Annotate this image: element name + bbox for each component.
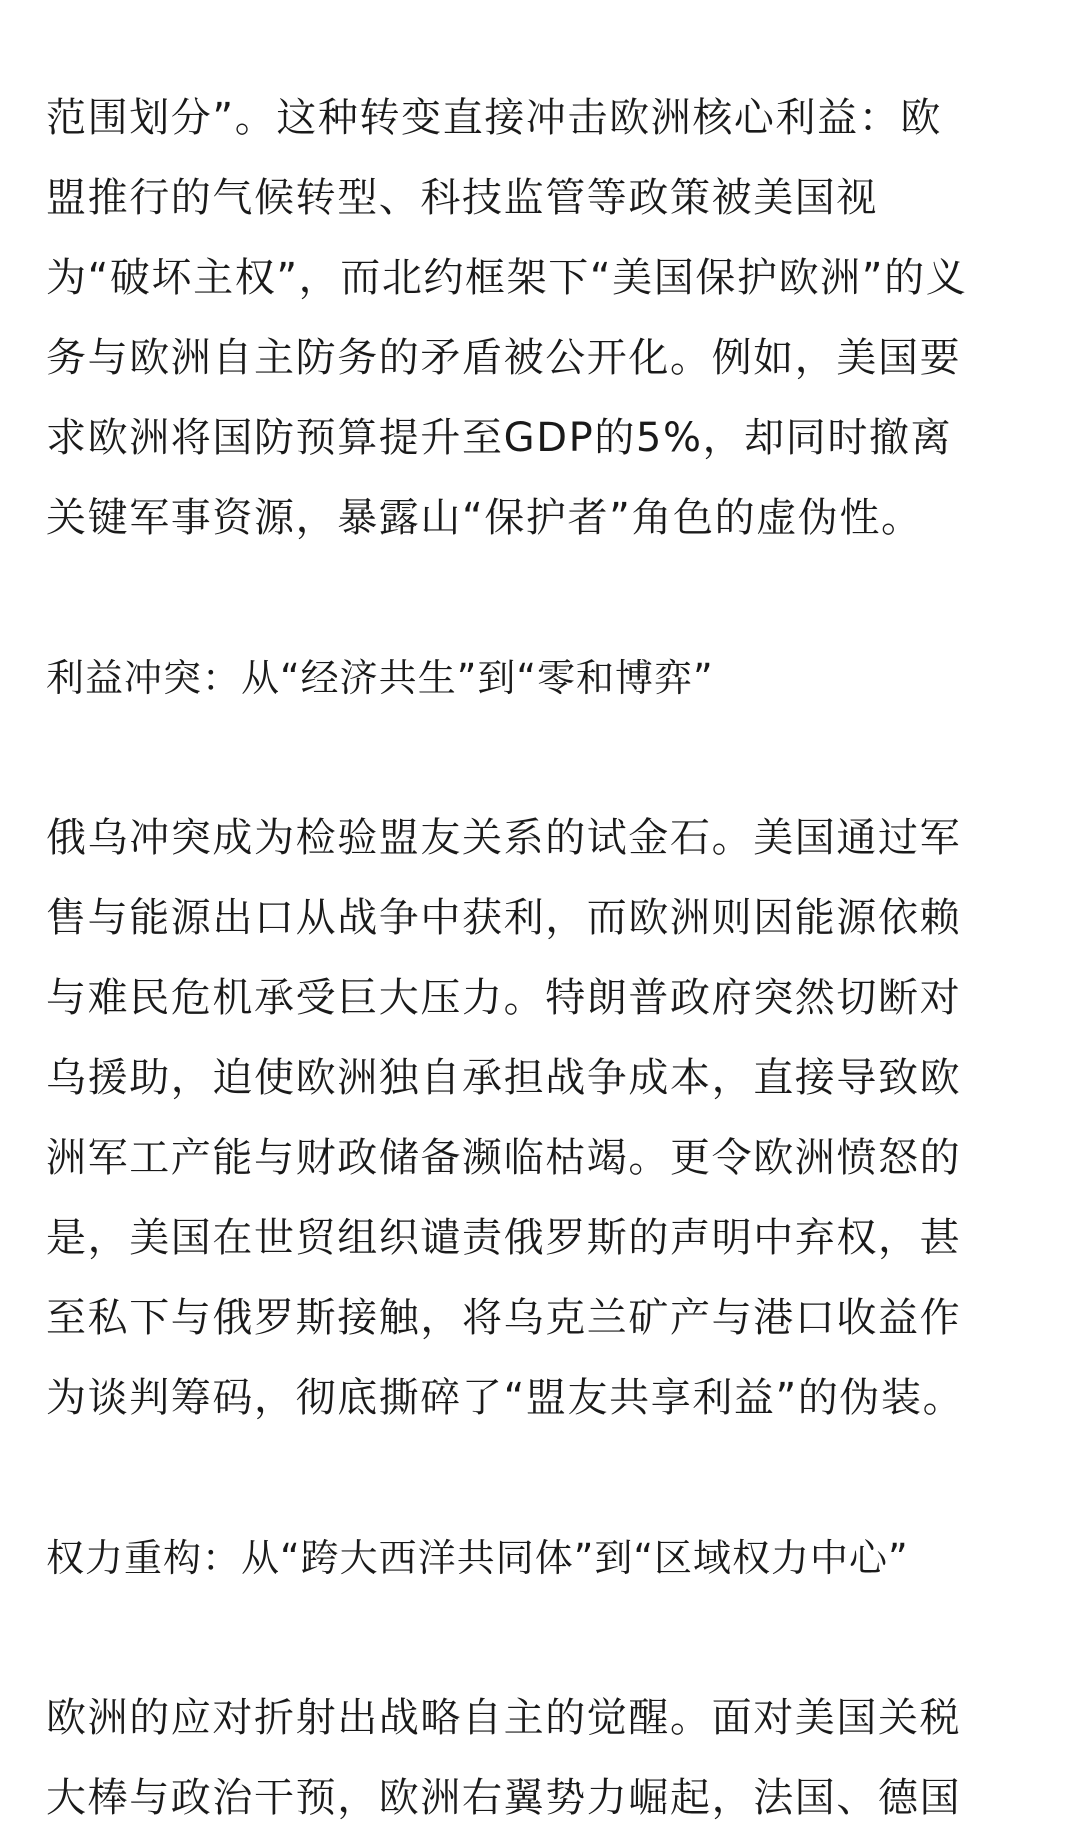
- text-line: 与难民危机承受巨大压力。特朗普政府突然切断对: [46, 975, 962, 1021]
- text-line: 售与能源出口从战争中获利，而欧洲则因能源依赖: [46, 895, 962, 941]
- text-line: 大棒与政治干预，欧洲右翼势力崛起，法国、德国: [46, 1775, 962, 1821]
- paragraph-interest-impact: [46, 78, 1036, 558]
- text-line: 是，美国在世贸组织谴责俄罗斯的声明中弃权，甚: [46, 1215, 962, 1261]
- paragraph-spacer: [46, 1598, 1036, 1678]
- paragraph-spacer: [46, 718, 1036, 798]
- text-line: 乌援助，迫使欧洲独自承担战争成本，直接导致欧: [46, 1055, 962, 1101]
- paragraph-europe-response: [46, 1678, 1036, 1838]
- section-heading-power-restructure: 权力重构：从“跨大西洋共同体”到“区域权力中心”: [46, 1536, 909, 1580]
- text-line: 关键军事资源，暴露山“保护者”角色的虚伪性。: [46, 495, 923, 541]
- text-line: 求欧洲将国防预算提升至GDP的5%，却同时撤离: [46, 415, 953, 461]
- text-line: 欧洲的应对折射出战略自主的觉醒。面对美国关税: [46, 1695, 962, 1741]
- text-line: 洲军工产能与财政储备濒临枯竭。更令欧洲愤怒的: [46, 1135, 962, 1181]
- paragraph-spacer: [46, 1438, 1036, 1518]
- text-line: 俄乌冲突成为检验盟友关系的试金石。美国通过军: [46, 815, 962, 861]
- text-line: 为谈判筹码，彻底撕碎了“盟友共享利益”的伪装。: [46, 1375, 965, 1421]
- text-line: 至私下与俄罗斯接触，将乌克兰矿产与港口收益作: [46, 1295, 962, 1341]
- text-line: 盟推行的气候转型、科技监管等政策被美国视: [46, 175, 878, 221]
- text-line: 范围划分”。这种转变直接冲击欧洲核心利益：欧: [46, 95, 942, 141]
- section-heading-interest-conflict: 利益冲突：从“经济共生”到“零和博弈”: [46, 656, 714, 700]
- paragraph-russia-ukraine: [46, 798, 1036, 1438]
- paragraph-spacer: [46, 558, 1036, 638]
- text-line: 务与欧洲自主防务的矛盾被公开化。例如，美国要: [46, 335, 962, 381]
- article-body: [46, 78, 1036, 1838]
- text-line: 为“破坏主权”，而北约框架下“美国保护欧洲”的义: [46, 255, 968, 301]
